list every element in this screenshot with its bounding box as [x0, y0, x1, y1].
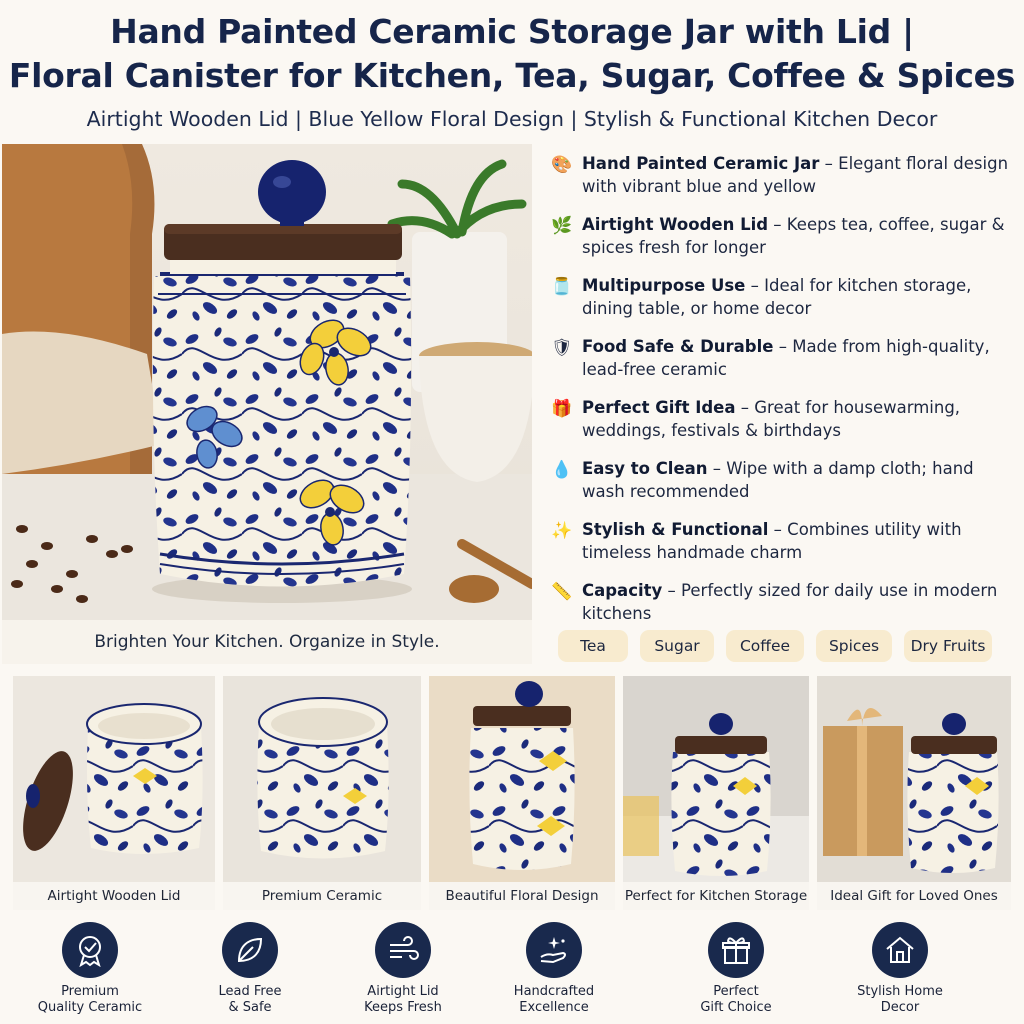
feature-title: Perfect Gift Idea — [582, 398, 736, 417]
gallery-caption: Ideal Gift for Loved Ones — [817, 882, 1011, 910]
feature-text: – Keeps tea, coffee, sugar & spices fresh for longer — [582, 215, 1005, 257]
gift-icon — [708, 922, 764, 978]
gallery-caption: Perfect for Kitchen Storage — [623, 882, 809, 910]
jar-gift-image — [817, 676, 1011, 882]
droplet-icon: 💧 — [551, 460, 573, 480]
gallery-caption: Premium Ceramic — [223, 882, 421, 910]
benefit-label: Premium Quality Ceramic — [37, 984, 143, 1015]
feature-title: Capacity — [582, 581, 663, 600]
tag-dry-fruits: Dry Fruits — [904, 630, 992, 662]
benefit-home-decor — [825, 918, 975, 1016]
benefits-row — [0, 918, 1024, 1024]
feature-text: – Ideal for kitchen storage, dining table, or home decor — [582, 276, 972, 318]
feature-title: Multipurpose Use — [582, 276, 746, 295]
award-badge-icon — [62, 922, 118, 978]
tag-tea: Tea — [558, 630, 628, 662]
benefit-lead-free — [175, 918, 325, 1016]
hero-caption: Brighten Your Kitchen. Organize in Style. — [2, 620, 532, 664]
use-tags — [558, 630, 992, 662]
benefit-label: Stylish Home Decor — [857, 984, 943, 1015]
jar-floral-image — [429, 676, 615, 882]
feature-item — [548, 274, 1018, 335]
feature-list — [548, 152, 1018, 640]
feature-item — [548, 396, 1018, 457]
gallery-card-lid-open — [13, 676, 215, 910]
leaf-icon: 🌿 — [551, 216, 573, 236]
title-line-2: Floral Canister for Kitchen, Tea, Sugar, Coffee & Spices — [8, 56, 1016, 95]
home-icon — [872, 922, 928, 978]
feature-item — [548, 152, 1018, 213]
leaf-icon — [222, 922, 278, 978]
gallery-card-kitchen — [623, 676, 809, 910]
palette-icon: 🎨 — [551, 155, 573, 175]
benefit-handcrafted — [479, 918, 629, 1016]
feature-text: – Great for housewarming, weddings, festivals & birthdays — [582, 398, 961, 440]
feature-text: – Elegant floral design with vibrant blue and yellow — [582, 154, 1009, 196]
wind-icon — [375, 922, 431, 978]
feature-text: – Combines utility with timeless handmade charm — [582, 520, 962, 562]
hero-jar-scene — [2, 144, 532, 622]
sparkle-icon: ✨ — [551, 521, 573, 541]
feature-title: Food Safe & Durable — [582, 337, 774, 356]
benefit-label: Lead Free & Safe — [218, 984, 282, 1015]
gallery-card-gift — [817, 676, 1011, 910]
gallery-card-ceramic — [223, 676, 421, 910]
feature-item — [548, 518, 1018, 579]
tag-sugar: Sugar — [640, 630, 714, 662]
feature-item — [548, 335, 1018, 396]
hero-image — [2, 144, 532, 664]
benefit-label: Handcrafted Excellence — [513, 984, 595, 1015]
jar-no-lid-image — [223, 676, 421, 882]
gallery-caption: Airtight Wooden Lid — [13, 882, 215, 910]
jar-kitchen-image — [623, 676, 809, 882]
benefit-label: Perfect Gift Choice — [700, 984, 772, 1015]
product-subtitle: Airtight Wooden Lid | Blue Yellow Floral Design | Stylish & Functional Kitchen Decor — [86, 107, 938, 131]
feature-item — [548, 213, 1018, 274]
feature-item — [548, 457, 1018, 518]
jar-icon: 🫙 — [551, 277, 573, 297]
feature-title: Hand Painted Ceramic Jar — [582, 154, 820, 173]
shield-icon: 🛡 — [551, 338, 573, 358]
product-title — [0, 10, 1024, 98]
ruler-icon: 📏 — [551, 582, 573, 602]
feature-title: Easy to Clean — [582, 459, 708, 478]
tag-coffee: Coffee — [726, 630, 804, 662]
title-line-1: Hand Painted Ceramic Storage Jar with Lid | — [110, 12, 914, 51]
jar-open-lid-image — [13, 676, 215, 882]
gallery-caption: Beautiful Floral Design — [429, 882, 615, 910]
product-gallery — [10, 676, 1014, 910]
feature-text: – Wipe with a damp cloth; hand wash recommended — [582, 459, 974, 501]
benefit-premium — [15, 918, 165, 1016]
hand-sparkle-icon — [526, 922, 582, 978]
gallery-card-floral — [429, 676, 615, 910]
benefit-gift — [661, 918, 811, 1016]
feature-title: Airtight Wooden Lid — [582, 215, 769, 234]
feature-text: – Made from high-quality, lead-free ceramic — [582, 337, 990, 379]
feature-text: – Perfectly sized for daily use in modern kitchens — [582, 581, 998, 623]
tag-spices: Spices — [816, 630, 892, 662]
feature-title: Stylish & Functional — [582, 520, 769, 539]
benefit-airtight — [328, 918, 478, 1016]
benefit-label: Airtight Lid Keeps Fresh — [364, 984, 442, 1015]
gift-icon: 🎁 — [551, 399, 573, 419]
